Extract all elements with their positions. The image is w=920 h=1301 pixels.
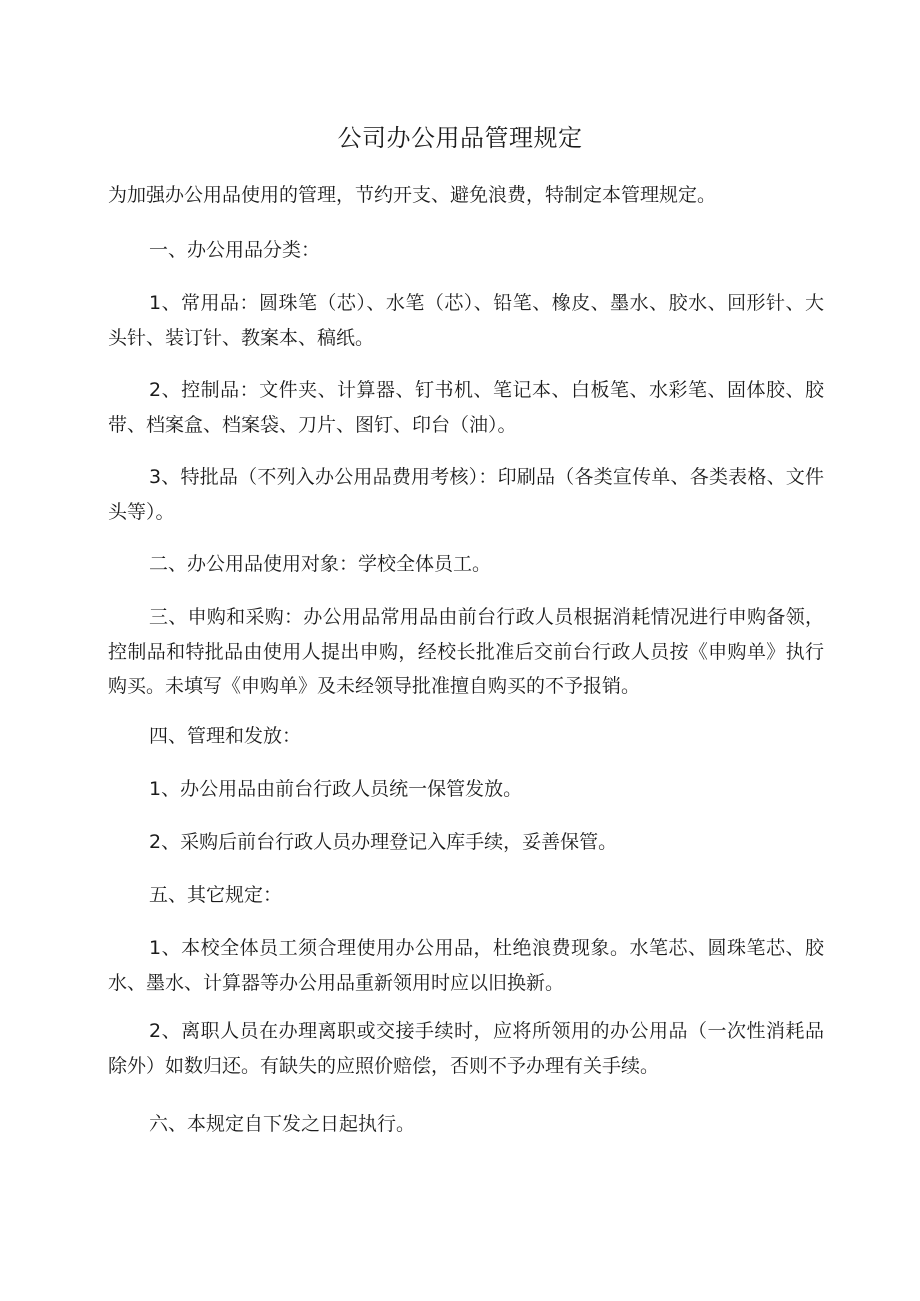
page-title: 公司办公用品管理规定	[337, 124, 583, 152]
section-5-item-2: 2、离职人员在办理离职或交接手续时，应将所领用的办公用品（一次性消耗品除外）如数归还。有缺失的应照价赔偿，否则不予办理有关手续。	[108, 1020, 824, 1077]
section-4-item-1: 1、办公用品由前台行政人员统一保管发放。	[149, 778, 523, 800]
section-1-item-3: 3、特批品（不列入办公用品费用考核）：印刷品（各类宣传单、各类表格、文件头等）。	[108, 466, 824, 523]
section-2-paragraph: 二、办公用品使用对象：学校全体员工。	[149, 553, 492, 575]
section-1-item-1: 1、常用品：圆珠笔（芯）、水笔（芯）、铅笔、橡皮、墨水、胶水、回形针、大头针、装订针、教案本、稿纸。	[108, 292, 824, 349]
intro-paragraph: 为加强办公用品使用的管理，节约开支、避免浪费，特制定本管理规定。	[108, 184, 717, 206]
section-6-paragraph: 六、本规定自下发之日起执行。	[149, 1113, 416, 1135]
section-5-item-1: 1、本校全体员工须合理使用办公用品，杜绝浪费现象。水笔芯、圆珠笔芯、胶水、墨水、计算器等办公用品重新领用时应以旧换新。	[108, 937, 824, 994]
section-1-item-2: 2、控制品：文件夹、计算器、钉书机、笔记本、白板笔、水彩笔、固体胶、胶带、档案盒、档案袋、刀片、图钉、印台（油）。	[108, 379, 824, 436]
section-3-paragraph: 三、申购和采购：办公用品常用品由前台行政人员根据消耗情况进行申购备领，控制品和特批品由使用人提出申购，经校长批准后交前台行政人员按《申购单》执行购买。未填写《申购单》及未经领导批准擅自购买的不予报销。	[108, 606, 824, 697]
section-1-heading: 一、办公用品分类：	[149, 239, 321, 261]
section-4-item-2: 2、采购后前台行政人员办理登记入库手续，妥善保管。	[149, 831, 618, 853]
section-4-heading: 四、管理和发放：	[149, 725, 302, 747]
section-5-heading: 五、其它规定：	[149, 884, 283, 906]
